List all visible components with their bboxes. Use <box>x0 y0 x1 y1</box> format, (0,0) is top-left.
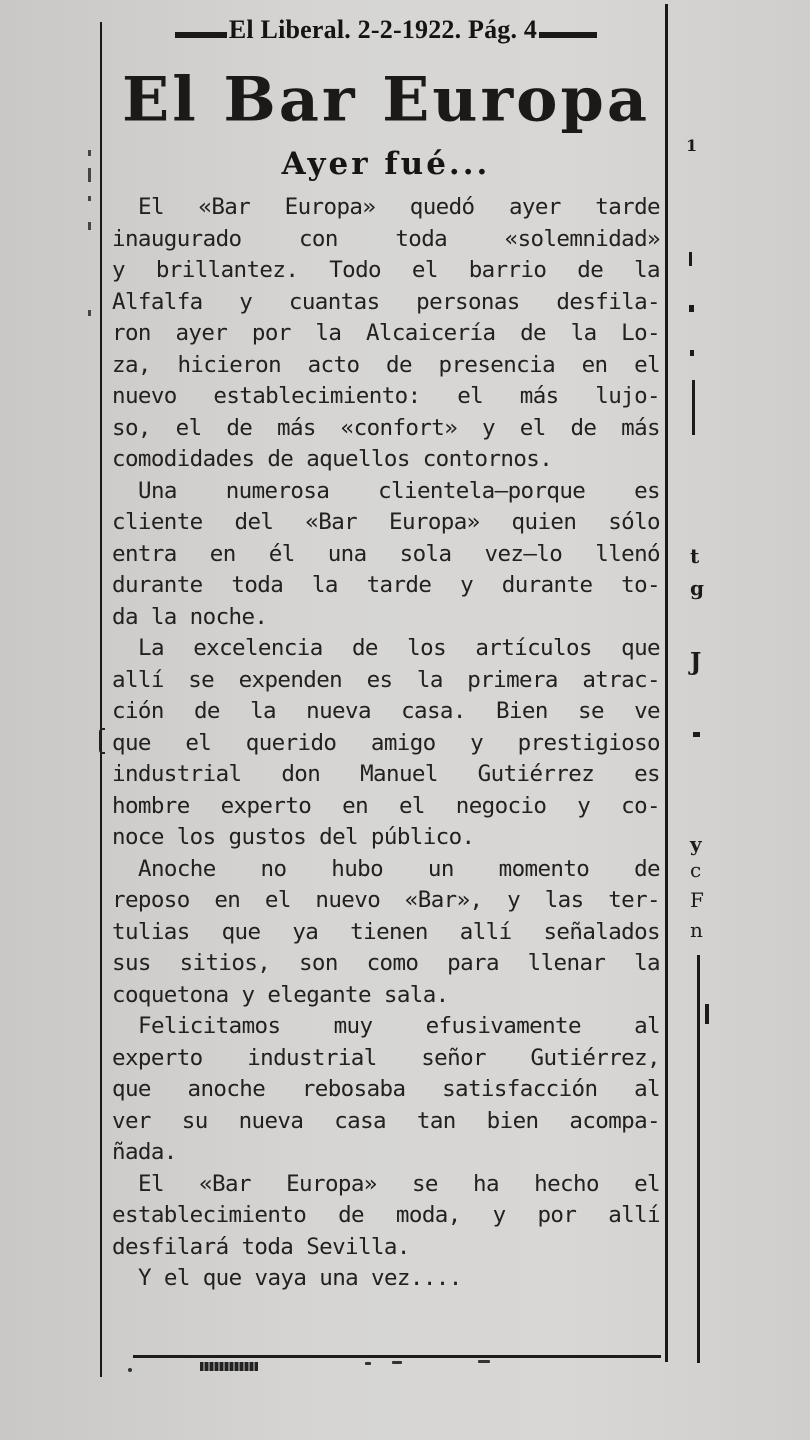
closing-mark <box>200 1362 258 1371</box>
right-column-rule <box>665 4 668 1362</box>
article-line: desfilará toda Sevilla. <box>112 1233 410 1260</box>
article-line: entra en él una sola vez—lo llenó <box>112 540 660 567</box>
headline: El Bar Europa <box>121 63 651 136</box>
subheadline: Ayer fué... <box>281 146 491 182</box>
article-line: industrial don Manuel Gutiérrez es <box>112 761 660 787</box>
adjacent-column-fragment: c <box>690 858 702 882</box>
decorative-dash <box>539 32 597 38</box>
article-line: noce los gustos del público. <box>112 824 475 850</box>
article-line: Felicitamos muy efusivamente al <box>138 1013 660 1039</box>
article-line: experto industrial señor Gutiérrez, <box>112 1044 660 1071</box>
margin-tick <box>88 150 91 156</box>
article-line: coquetona y elegante sala. <box>112 981 449 1008</box>
article-line: y brillantez. Todo el barrio de la <box>112 257 660 283</box>
article-line: comodidades de aquellos contornos. <box>112 446 553 472</box>
article-line: ción de la nueva casa. Bien se ve <box>112 698 660 724</box>
article-line: ñada. <box>112 1139 177 1165</box>
article-line: durante toda la tarde y durante to- <box>112 572 660 598</box>
margin-tick <box>88 222 91 230</box>
article-line: za, hicieron acto de presencia en el <box>112 351 660 378</box>
adjacent-column-fragment <box>705 1004 709 1024</box>
article-line: establecimiento de moda, y por allí <box>112 1202 660 1228</box>
article-line: hombre experto en el negocio y co- <box>112 792 660 819</box>
article-line: El «Bar Europa» quedó ayer tarde <box>138 194 660 220</box>
speck <box>365 1362 371 1365</box>
speck <box>392 1361 402 1364</box>
article-line: La excelencia de los artículos que <box>138 635 660 661</box>
article-line: da la noche. <box>112 603 268 630</box>
margin-tick <box>88 168 91 182</box>
article-line: Una numerosa clientela—porque es <box>138 477 660 504</box>
speck <box>478 1360 490 1363</box>
adjacent-column-fragment <box>689 252 692 266</box>
article-line: Alfalfa y cuantas personas desfila- <box>112 288 660 315</box>
article-line: que el querido amigo y prestigioso <box>112 729 660 756</box>
article <box>112 10 660 1295</box>
adjacent-column-rule <box>697 955 700 1363</box>
adjacent-column-fragment: 1 <box>686 136 698 155</box>
adjacent-column-fragment <box>693 732 700 737</box>
margin-tick <box>88 196 91 201</box>
adjacent-column-fragment: n <box>690 918 703 942</box>
adjacent-column-fragment: y <box>690 832 702 856</box>
closing-rule <box>133 1355 661 1358</box>
adjacent-column-fragment <box>689 305 694 312</box>
article-line: ron ayer por la Alcaicería de la Lo- <box>112 320 660 346</box>
adjacent-column-fragment: J <box>690 647 702 676</box>
article-line: nuevo establecimiento: el más lujo- <box>112 383 660 409</box>
article-line: que anoche rebosaba satisfacción al <box>112 1076 660 1102</box>
article-line: Y el que vaya una vez.... <box>138 1265 462 1291</box>
article-body <box>112 192 660 1295</box>
adjacent-column-fragment: t <box>690 544 700 568</box>
adjacent-column-fragment: F <box>690 888 704 912</box>
left-column-rule <box>100 22 102 1377</box>
adjacent-column-fragment <box>690 350 694 356</box>
article-line: so, el de más «confort» y el de más <box>112 414 660 441</box>
article-line: El «Bar Europa» se ha hecho el <box>138 1170 660 1197</box>
article-line: Anoche no hubo un momento de <box>138 855 660 882</box>
article-line: cliente del «Bar Europa» quien sólo <box>112 509 660 535</box>
article-line: tulias que ya tienen allí señalados <box>112 918 660 945</box>
source-line <box>112 10 660 50</box>
adjacent-column-fragment <box>692 380 695 435</box>
margin-bracket <box>99 728 105 754</box>
speck <box>128 1368 132 1372</box>
decorative-dash <box>175 32 227 38</box>
article-line: reposo en el nuevo «Bar», y las ter- <box>112 887 660 913</box>
margin-tick <box>88 310 91 316</box>
article-line: sus sitios, son como para llenar la <box>112 950 660 976</box>
article-line: inaugurado con toda «solemnidad» <box>112 225 660 252</box>
source-line-text: El Liberal. 2-2-1922. Pág. 4 <box>228 15 538 44</box>
article-line: ver su nueva casa tan bien acompa- <box>112 1107 660 1134</box>
adjacent-column-fragment: g <box>690 576 704 600</box>
article-line: allí se expenden es la primera atrac- <box>112 666 660 693</box>
